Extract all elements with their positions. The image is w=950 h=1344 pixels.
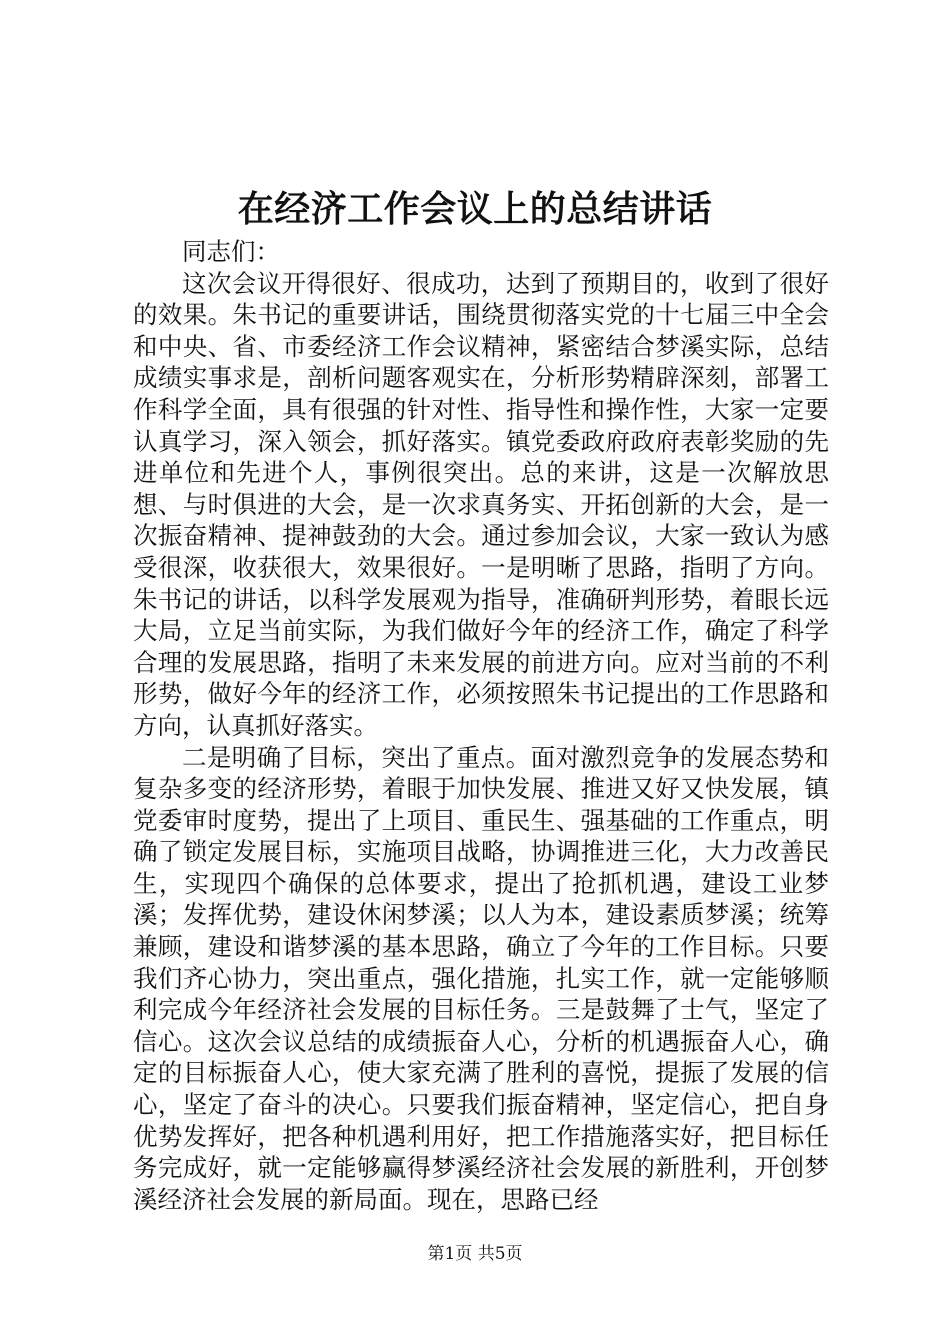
- document-title: 在经济工作会议上的总结讲话: [237, 188, 713, 230]
- page-footer: 第1页 共5页: [427, 1244, 523, 1264]
- paragraph-1: 这次会议开得很好、很成功，达到了预期目的，收到了很好的效果。朱书记的重要讲话，围绕贯彻落实党的十七届三中全会和中央、省、市委经济工作会议精神，紧密结合梦溪实际，总结成绩实事求是，剖析问题客观实在，分析形势精辟深刻，部署工作科学全面，具有很强的针对性、指导性和操作性，大家一定要认真学习，深入领会，抓好落实。镇党委政府政府表彰奖励的先进单位和先进个人，事例很突出。总的来讲，这是一次解放思想、与时俱进的大会，是一次求真务实、开拓创新的大会，是一次振奋精神、提神鼓劲的大会。通过参加会议，大家一致认为感受很深，收获很大，效果很好。一是明晰了思路，指明了方向。朱书记的讲话，以科学发展观为指导，准确研判形势，着眼长远大局，立足当前实际，为我们做好今年的经济工作，确定了科学合理的发展思路，指明了未来发展的前进方向。应对当前的不利形势，做好今年的经济工作，必须按照朱书记提出的工作思路和方向，认真抓好落实。: [133, 268, 829, 740]
- paragraph-2: 二是明确了目标，突出了重点。面对激烈竞争的发展态势和复杂多变的经济形势，着眼于加快发展、推进又好又快发展，镇党委审时度势，提出了上项目、重民生、强基础的工作重点，明确了锁定发展目标，实施项目战略，协调推进三化，大力改善民生，实现四个确保的总体要求，提出了抢抓机遇，建设工业梦溪；发挥优势，建设休闲梦溪；以人为本，建设素质梦溪；统筹兼顾，建设和谐梦溪的基本思路，确立了今年的工作目标。只要我们齐心协力，突出重点，强化措施，扎实工作，就一定能够顺利完成今年经济社会发展的目标任务。三是鼓舞了士气，坚定了信心。这次会议总结的成绩振奋人心，分析的机遇振奋人心，确定的目标振奋人心，使大家充满了胜利的喜悦，提振了发展的信心，坚定了奋斗的决心。只要我们振奋精神，坚定信心，把自身优势发挥好，把各种机遇利用好，把工作措施落实好，把目标任务完成好，就一定能够赢得梦溪经济社会发展的新胜利，开创梦溪经济社会发展的新局面。现在，思路已经: [133, 742, 829, 1214]
- salutation: 同志们：: [182, 237, 280, 266]
- document-body: [133, 236, 829, 1215]
